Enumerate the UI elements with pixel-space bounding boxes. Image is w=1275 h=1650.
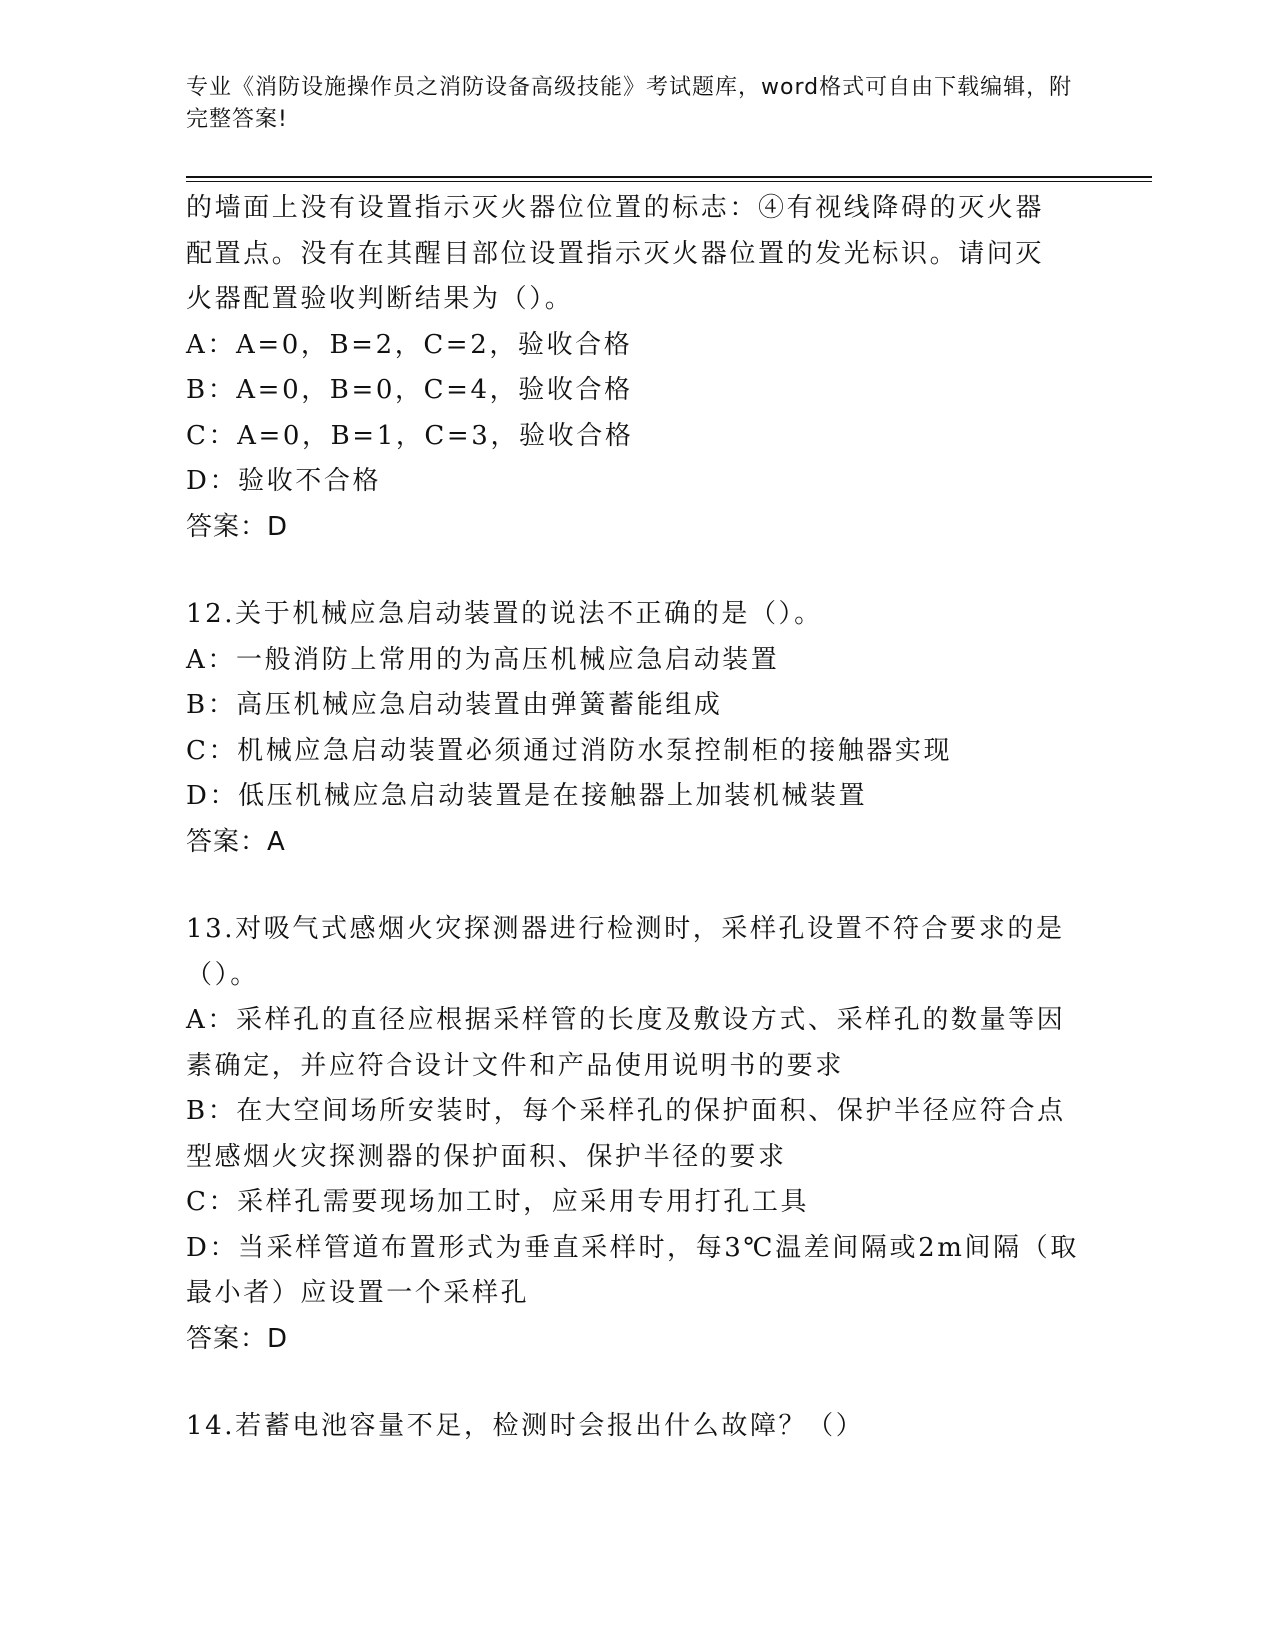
option-a: A：一般消防上常用的为高压机械应急启动装置	[186, 644, 780, 675]
answer-line: 答案：D	[186, 511, 289, 542]
option-c: C：采样孔需要现场加工时，应采用专用打孔工具	[186, 1187, 810, 1217]
option-d: D：当采样管道布置形式为垂直采样时，每3℃温差间隔或2m间隔（取	[186, 1232, 1079, 1263]
option-a: A：A=0，B=2，C=2，验收合格	[186, 329, 633, 360]
question-stem-line: 配置点。没有在其醒目部位设置指示灭火器位置的发光标识。请问灭	[186, 238, 1045, 269]
option-c: C：机械应急启动装置必须通过消防水泵控制柜的接触器实现	[186, 735, 953, 766]
option-b-cont: 型感烟火灾探测器的保护面积、保护半径的要求	[186, 1141, 787, 1172]
option-d-cont: 最小者）应设置一个采样孔	[186, 1278, 530, 1308]
question-stem-line: 的墙面上没有设置指示灭火器位位置的标志：④有视线降碍的灭火器	[186, 193, 1045, 223]
question-14	[186, 1404, 1106, 1450]
option-d: D：低压机械应急启动装置是在接触器上加装机械装置	[186, 781, 868, 811]
answer-line: 答案：A	[186, 826, 286, 857]
question-stem-line: （）。	[186, 959, 259, 990]
document-body	[186, 186, 1106, 1450]
option-b: B：A=0，B=0，C=4，验收合格	[186, 375, 633, 405]
header-divider	[186, 176, 1152, 178]
question-stem-line: 火器配置验收判断结果为（）。	[186, 284, 574, 314]
page-header	[186, 72, 1076, 136]
option-b: B：在大空间场所安装时，每个采样孔的保护面积、保护半径应符合点	[186, 1096, 1066, 1126]
header-divider-thin	[186, 181, 1152, 182]
question-stem-line: 13.对吸气式感烟火灾探测器进行检测时，采样孔设置不符合要求的是	[186, 914, 1065, 944]
question-12	[186, 592, 1106, 865]
option-a-cont: 素确定，并应符合设计文件和产品使用说明书的要求	[186, 1050, 844, 1081]
question-stem-line: 12.关于机械应急启动装置的说法不正确的是（）。	[186, 599, 823, 629]
answer-line: 答案：D	[186, 1323, 289, 1354]
option-a: A：采样孔的直径应根据采样管的长度及敷设方式、采样孔的数量等因	[186, 1005, 1066, 1035]
option-b: B：高压机械应急启动装置由弹簧蓄能组成	[186, 690, 723, 720]
question-11-continuation	[186, 186, 1106, 550]
question-stem-line: 14.若蓄电池容量不足，检测时会报出什么故障？（）	[186, 1411, 865, 1441]
option-c: C：A=0，B=1，C=3，验收合格	[186, 420, 634, 451]
question-13	[186, 907, 1106, 1362]
option-d: D：验收不合格	[186, 466, 382, 496]
header-text: 专业《消防设施操作员之消防设备高级技能》考试题库，word格式可自由下载编辑，附完整答案!	[186, 75, 1073, 132]
